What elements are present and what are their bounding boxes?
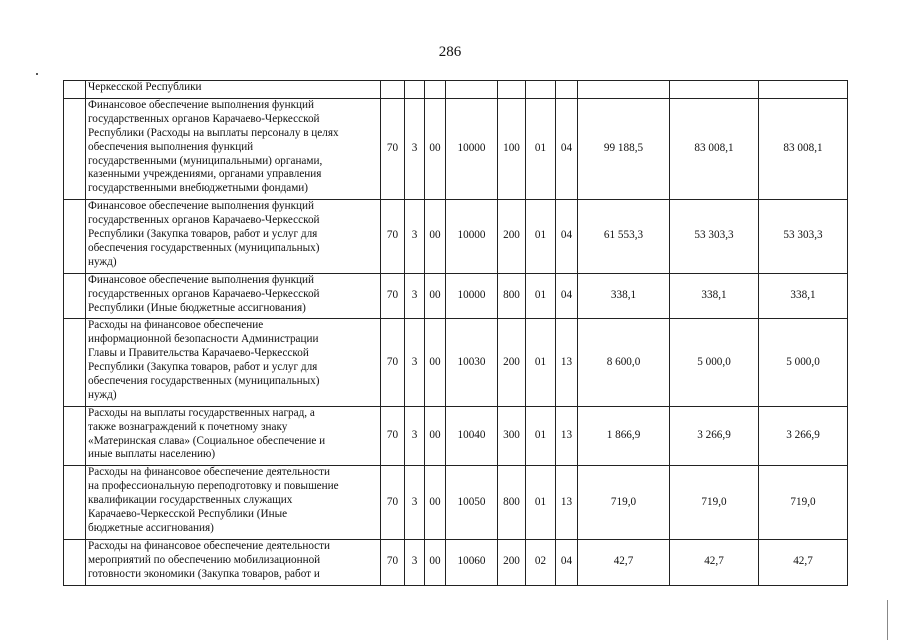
row-number-cell bbox=[64, 539, 86, 585]
code-subprogram: 3 bbox=[405, 200, 425, 274]
row-description bbox=[86, 81, 381, 99]
code-subprogram: 3 bbox=[405, 539, 425, 585]
description-line: государственных органов Карачаево-Черкесской bbox=[88, 287, 320, 300]
code-expense-type: 300 bbox=[498, 406, 526, 466]
amount-year-3: 338,1 bbox=[759, 273, 848, 319]
amount-year-2: 5 000,0 bbox=[670, 319, 759, 406]
description-line: обеспечения выполнения функций bbox=[88, 140, 254, 153]
description-line: Расходы на финансовое обеспечение деятельности bbox=[88, 539, 331, 552]
code-subsection: 04 bbox=[556, 273, 578, 319]
row-number-cell bbox=[64, 200, 86, 274]
code-direction: 00 bbox=[425, 466, 446, 540]
table-row bbox=[64, 98, 848, 199]
amount-year-1: 338,1 bbox=[578, 273, 670, 319]
row-number-cell bbox=[64, 406, 86, 466]
amount-year-1: 99 188,5 bbox=[578, 98, 670, 199]
code-program: 70 bbox=[381, 98, 405, 199]
code-subsection: 13 bbox=[556, 319, 578, 406]
description-line: Карачаево-Черкесской Республики (Иные bbox=[88, 508, 288, 521]
code-subsection bbox=[556, 81, 578, 99]
description-line: нужд) bbox=[88, 255, 117, 268]
row-description bbox=[86, 319, 381, 406]
code-subprogram: 3 bbox=[405, 319, 425, 406]
description-line: нужд) bbox=[88, 388, 117, 401]
row-description bbox=[86, 200, 381, 274]
code-section: 01 bbox=[526, 406, 556, 466]
code-program: 70 bbox=[381, 273, 405, 319]
code-subprogram bbox=[405, 81, 425, 99]
row-number-cell bbox=[64, 273, 86, 319]
description-line: Финансовое обеспечение выполнения функций bbox=[88, 200, 315, 213]
amount-year-3 bbox=[759, 81, 848, 99]
code-direction: 00 bbox=[425, 98, 446, 199]
description-line: Финансовое обеспечение выполнения функций bbox=[88, 98, 315, 111]
code-expense-type: 800 bbox=[498, 466, 526, 540]
description-line: государственными внебюджетными фондами) bbox=[88, 182, 309, 195]
amount-year-1: 719,0 bbox=[578, 466, 670, 540]
scan-edge-line bbox=[887, 600, 888, 640]
amount-year-2 bbox=[670, 81, 759, 99]
code-direction: 00 bbox=[425, 539, 446, 585]
amount-year-2: 83 008,1 bbox=[670, 98, 759, 199]
description-line: информационной безопасности Администрации bbox=[88, 333, 319, 346]
description-line: Республики (Иные бюджетные ассигнования) bbox=[88, 301, 306, 314]
page-number: 286 bbox=[438, 44, 462, 60]
description-line: бюджетные ассигнования) bbox=[88, 521, 214, 534]
code-target: 10040 bbox=[446, 406, 498, 466]
code-section: 01 bbox=[526, 98, 556, 199]
code-direction bbox=[425, 81, 446, 99]
amount-year-1: 42,7 bbox=[578, 539, 670, 585]
amount-year-1: 61 553,3 bbox=[578, 200, 670, 274]
code-program bbox=[381, 81, 405, 99]
table-row bbox=[64, 406, 848, 466]
table-row bbox=[64, 539, 848, 585]
table-row bbox=[64, 81, 848, 99]
code-subsection: 13 bbox=[556, 406, 578, 466]
amount-year-1 bbox=[578, 81, 670, 99]
description-line: Республики (Расходы на выплаты персоналу в целях bbox=[88, 126, 339, 139]
description-line: государственных органов Карачаево-Черкесской bbox=[88, 112, 320, 125]
amount-year-2: 719,0 bbox=[670, 466, 759, 540]
amount-year-3: 83 008,1 bbox=[759, 98, 848, 199]
description-line: обеспечения государственных (муниципальных) bbox=[88, 241, 320, 254]
code-section bbox=[526, 81, 556, 99]
code-section: 01 bbox=[526, 273, 556, 319]
code-subprogram: 3 bbox=[405, 273, 425, 319]
code-program: 70 bbox=[381, 319, 405, 406]
code-direction: 00 bbox=[425, 406, 446, 466]
code-subsection: 04 bbox=[556, 539, 578, 585]
description-line: Расходы на финансовое обеспечение bbox=[88, 319, 264, 332]
code-target: 10060 bbox=[446, 539, 498, 585]
scan-speck bbox=[36, 73, 38, 75]
code-subprogram: 3 bbox=[405, 98, 425, 199]
amount-year-3: 719,0 bbox=[759, 466, 848, 540]
table-row bbox=[64, 319, 848, 406]
code-target: 10000 bbox=[446, 98, 498, 199]
code-expense-type: 200 bbox=[498, 319, 526, 406]
amount-year-2: 42,7 bbox=[670, 539, 759, 585]
description-line: также вознаграждений к почетному знаку bbox=[88, 420, 288, 433]
code-subsection: 04 bbox=[556, 98, 578, 199]
code-section: 01 bbox=[526, 200, 556, 274]
budget-table bbox=[63, 80, 848, 586]
code-target: 10000 bbox=[446, 273, 498, 319]
description-line: квалификации государственных служащих bbox=[88, 494, 293, 507]
table-row bbox=[64, 200, 848, 274]
description-line: Черкесской Республики bbox=[88, 81, 202, 93]
description-line: государственными (муниципальными) органами, bbox=[88, 154, 323, 167]
row-number-cell bbox=[64, 319, 86, 406]
code-program: 70 bbox=[381, 200, 405, 274]
description-line: обеспечения государственных (муниципальных) bbox=[88, 375, 320, 387]
code-expense-type: 100 bbox=[498, 98, 526, 199]
code-section: 01 bbox=[526, 466, 556, 540]
amount-year-2: 338,1 bbox=[670, 273, 759, 319]
row-number-cell bbox=[64, 98, 86, 199]
amount-year-1: 1 866,9 bbox=[578, 406, 670, 466]
code-target: 10050 bbox=[446, 466, 498, 540]
amount-year-3: 3 266,9 bbox=[759, 406, 848, 466]
code-expense-type: 200 bbox=[498, 200, 526, 274]
description-line: на профессиональную переподготовку и повышение bbox=[88, 480, 339, 493]
row-description bbox=[86, 466, 381, 540]
code-section: 02 bbox=[526, 539, 556, 585]
description-line: Финансовое обеспечение выполнения функций bbox=[88, 273, 315, 286]
description-line: государственных органов Карачаево-Черкесской bbox=[88, 214, 320, 227]
code-program: 70 bbox=[381, 406, 405, 466]
amount-year-1: 8 600,0 bbox=[578, 319, 670, 406]
description-line: мероприятий по обеспечению мобилизационной bbox=[88, 553, 321, 566]
row-description bbox=[86, 98, 381, 199]
description-line: Расходы на выплаты государственных наград, а bbox=[88, 406, 315, 419]
code-section: 01 bbox=[526, 319, 556, 406]
code-subprogram: 3 bbox=[405, 406, 425, 466]
code-subprogram: 3 bbox=[405, 466, 425, 540]
code-expense-type: 200 bbox=[498, 539, 526, 585]
code-target bbox=[446, 81, 498, 99]
description-line: иные выплаты населению) bbox=[88, 448, 216, 461]
amount-year-2: 53 303,3 bbox=[670, 200, 759, 274]
code-direction: 00 bbox=[425, 319, 446, 406]
code-target: 10000 bbox=[446, 200, 498, 274]
description-line: Расходы на финансовое обеспечение деятельности bbox=[88, 466, 331, 479]
code-subsection: 04 bbox=[556, 200, 578, 274]
row-number-cell bbox=[64, 81, 86, 99]
row-number-cell bbox=[64, 466, 86, 540]
row-description bbox=[86, 406, 381, 466]
code-subsection: 13 bbox=[556, 466, 578, 540]
code-expense-type: 800 bbox=[498, 273, 526, 319]
description-line: готовности экономики (Закупка товаров, работ и bbox=[88, 567, 320, 580]
description-line: Главы и Правительства Карачаево-Черкесской bbox=[88, 347, 309, 360]
table-row bbox=[64, 466, 848, 540]
description-line: Республики (Закупка товаров, работ и услуг для bbox=[88, 361, 318, 374]
code-direction: 00 bbox=[425, 273, 446, 319]
row-description bbox=[86, 273, 381, 319]
amount-year-3: 5 000,0 bbox=[759, 319, 848, 406]
amount-year-2: 3 266,9 bbox=[670, 406, 759, 466]
table-row bbox=[64, 273, 848, 319]
code-target: 10030 bbox=[446, 319, 498, 406]
amount-year-3: 53 303,3 bbox=[759, 200, 848, 274]
row-description bbox=[86, 539, 381, 585]
code-direction: 00 bbox=[425, 200, 446, 274]
code-program: 70 bbox=[381, 466, 405, 540]
amount-year-3: 42,7 bbox=[759, 539, 848, 585]
code-program: 70 bbox=[381, 539, 405, 585]
description-line: казенными учреждениями, органами управления bbox=[88, 168, 322, 181]
description-line: «Материнская слава» (Социальное обеспечение и bbox=[88, 434, 326, 447]
description-line: Республики (Закупка товаров, работ и услуг для bbox=[88, 228, 318, 240]
code-expense-type bbox=[498, 81, 526, 99]
